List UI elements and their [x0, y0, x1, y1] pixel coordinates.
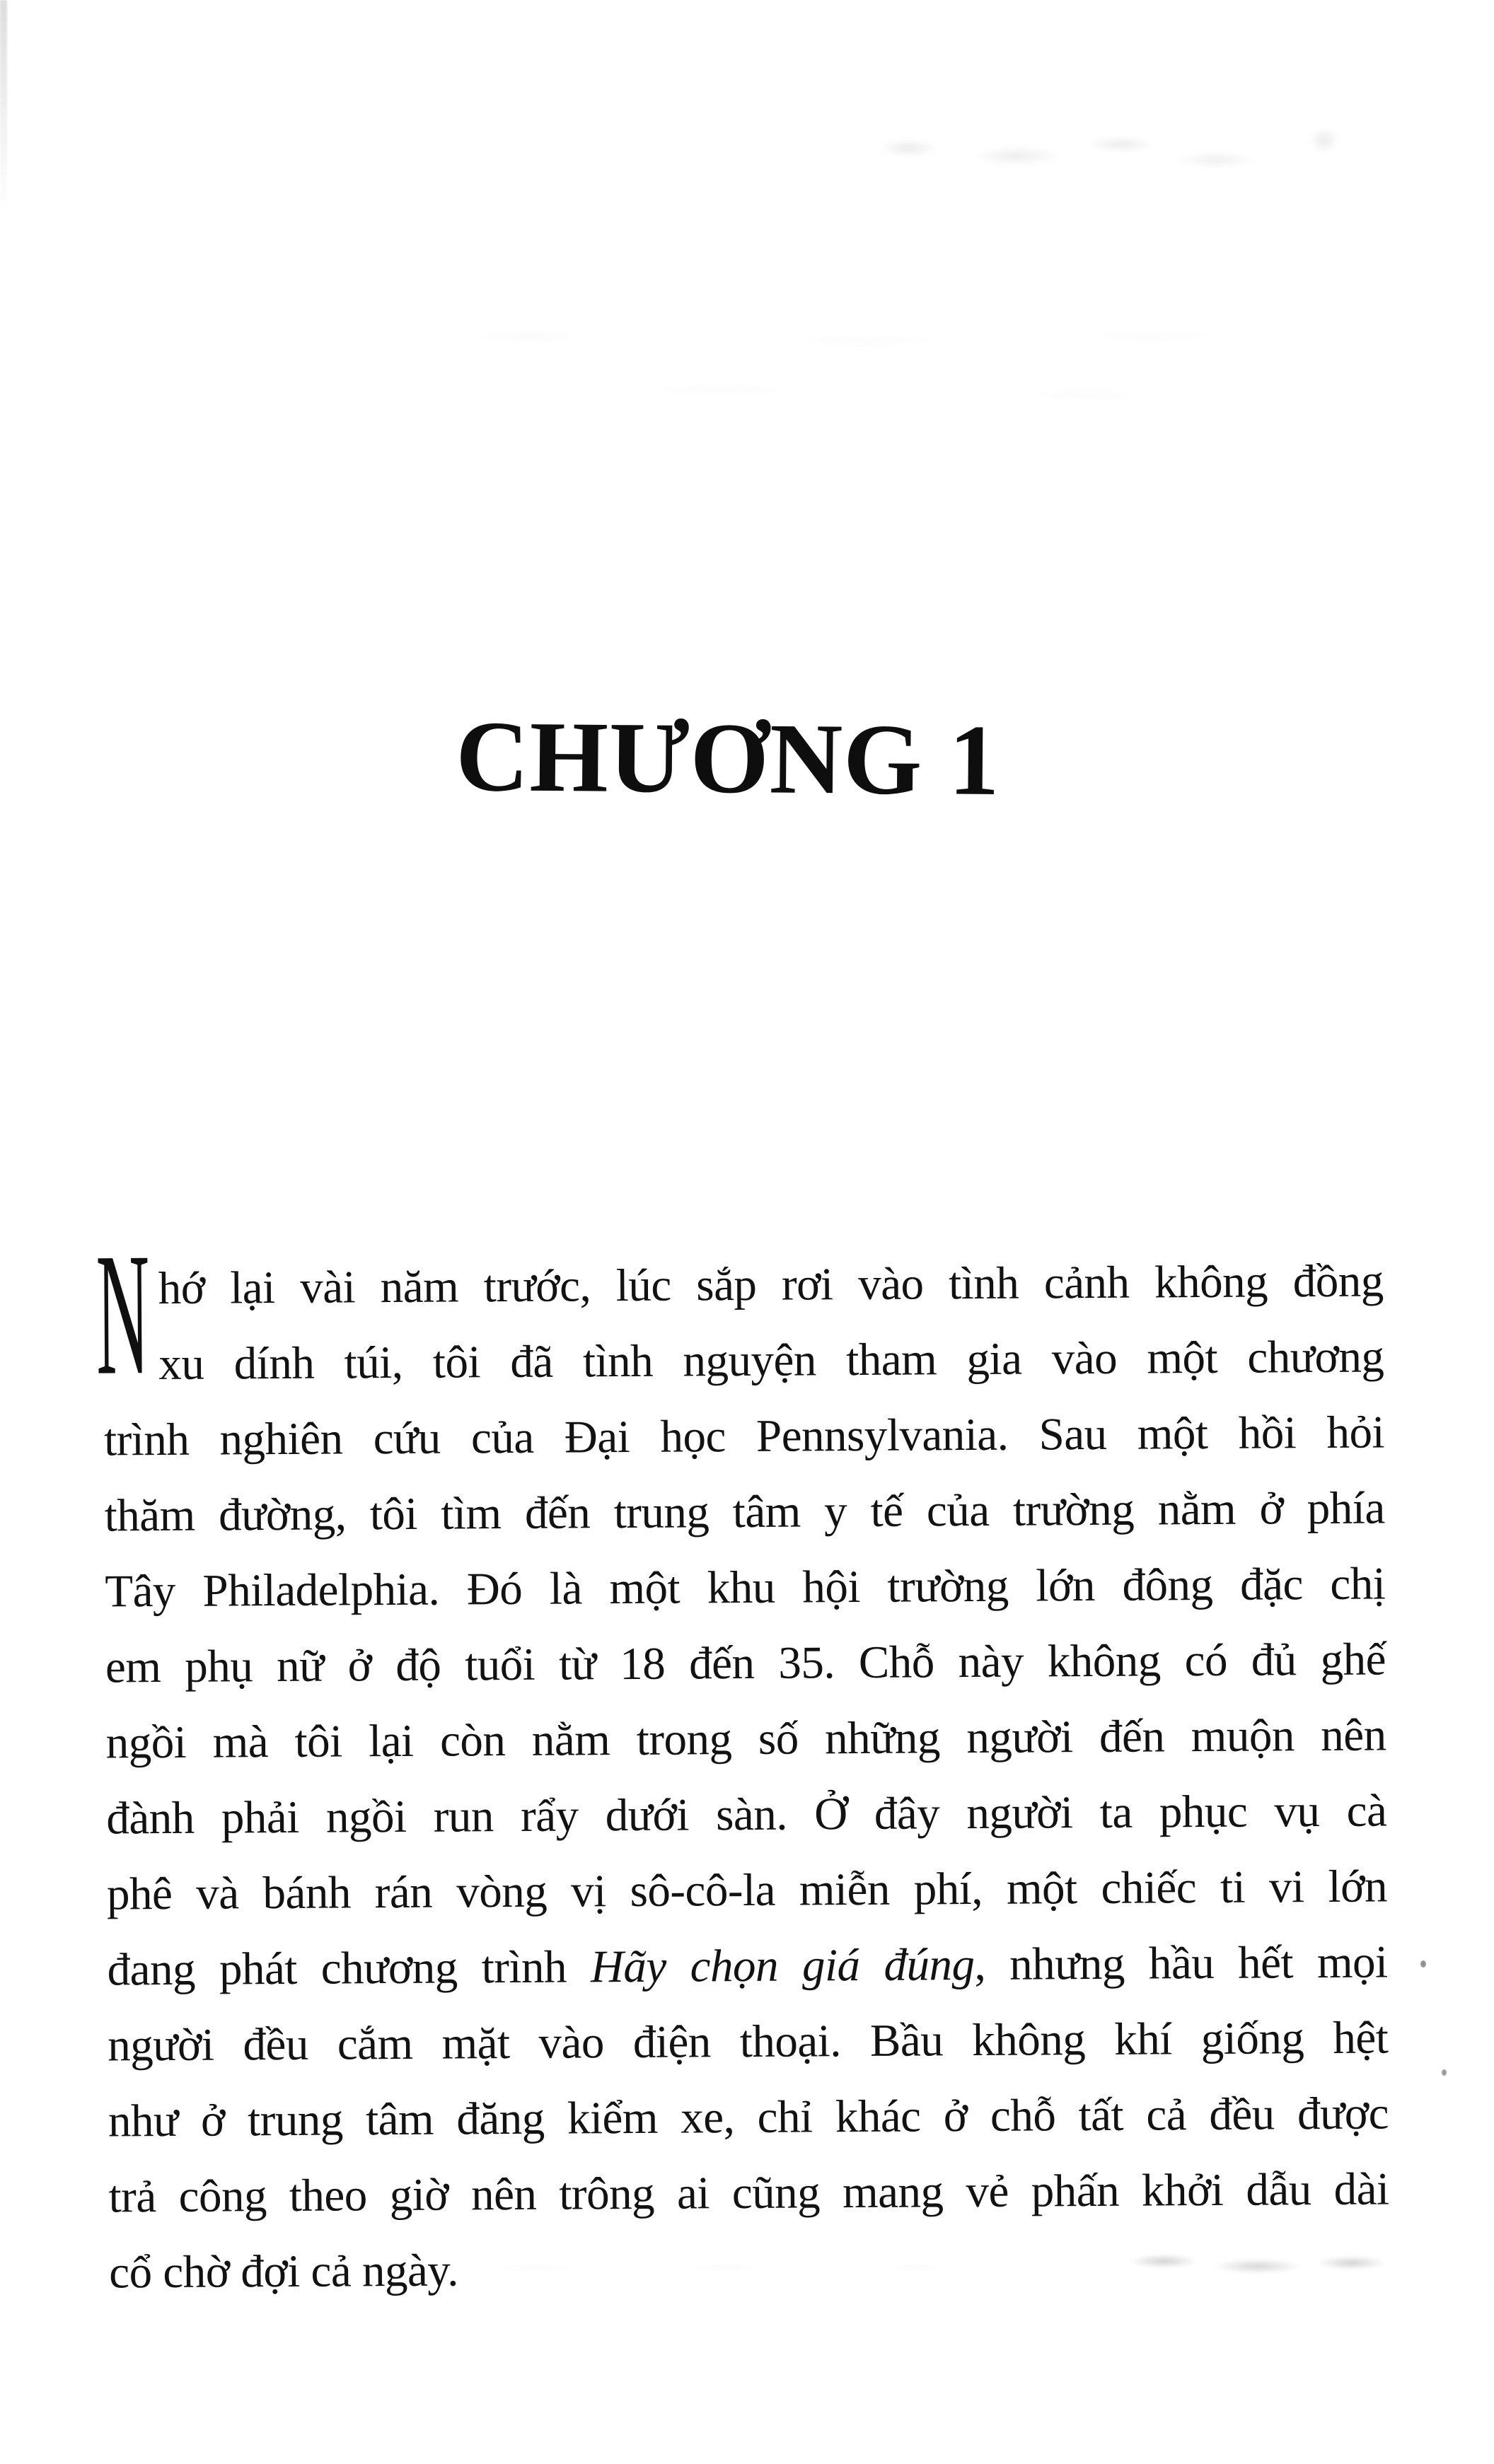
text-segment: như ở trung tâm đăng kiểm xe, chỉ khác ở chỗ tất cả đều được	[108, 2088, 1389, 2147]
text-line	[106, 1773, 1387, 1856]
italic-text-segment: Hãy chọn giá đúng	[590, 1939, 975, 1993]
text-line	[103, 1319, 1384, 1402]
text-segment: Tây Philadelphia. Đó là một khu hội trường lớn đông đặc chị	[105, 1558, 1386, 1617]
text-segment: hớ lại vài năm trước, lúc sắp rơi vào tình cảnh không đồng	[158, 1255, 1384, 1315]
text-line	[103, 1243, 1384, 1327]
text-line	[104, 1470, 1385, 1554]
text-line	[108, 2000, 1389, 2084]
chapter-title: CHƯƠNG 1	[455, 699, 1001, 816]
text-segment: đang phát chương trình	[107, 1941, 591, 1996]
text-segment: trình nghiên cứu của Đại học Pennsylvania. Sau một hồi hỏi	[103, 1407, 1385, 1466]
text-segment: đành phải ngồi run rẩy dưới sàn. Ở đây người ta phục vụ cà	[106, 1785, 1387, 1844]
text-line	[109, 2227, 1390, 2311]
ink-speck	[1420, 1960, 1426, 1968]
text-segment: , nhưng hầu hết mọi	[974, 1936, 1388, 1991]
text-line	[105, 1697, 1386, 1781]
bleed-through-smudge-mid	[340, 304, 1295, 410]
text-segment: phê và bánh rán vòng vị sô-cô-la miễn phí, một chiếc ti vi lớn	[106, 1861, 1388, 1920]
dropcap-letter: N	[95, 1216, 151, 1412]
text-line	[105, 1622, 1386, 1705]
text-segment: trả công theo giờ nên trông ai cũng mang vẻ phấn khởi dẫu dài	[108, 2163, 1389, 2223]
text-line	[108, 2151, 1389, 2235]
text-line	[108, 2076, 1389, 2159]
text-segment: người đều cắm mặt vào điện thoại. Bầu không khí giống hệt	[108, 2012, 1389, 2071]
bleed-through-smudge-top	[849, 113, 1344, 191]
text-segment: ngồi mà tôi lại còn nằm trong số những người đến muộn nên	[105, 1709, 1386, 1769]
ink-speck	[1442, 2069, 1447, 2076]
text-line	[107, 1924, 1388, 2008]
text-segment: thăm đường, tôi tìm đến trung tâm y tế của trường nằm ở phía	[104, 1482, 1385, 1542]
text-line	[107, 1849, 1388, 1932]
scan-edge-artifact	[0, 0, 7, 212]
paragraph	[95, 1216, 1389, 2311]
text-line	[105, 1546, 1386, 1629]
text-segment: em phụ nữ ở độ tuổi từ 18 đến 35. Chỗ này không có đủ ghế	[105, 1634, 1386, 1693]
text-segment: xu dính túi, tôi đã tình nguyện tham gia vào một chương	[158, 1331, 1384, 1390]
text-line	[104, 1395, 1385, 1478]
text-segment: cổ chờ đợi cả ngày.	[109, 2245, 459, 2299]
